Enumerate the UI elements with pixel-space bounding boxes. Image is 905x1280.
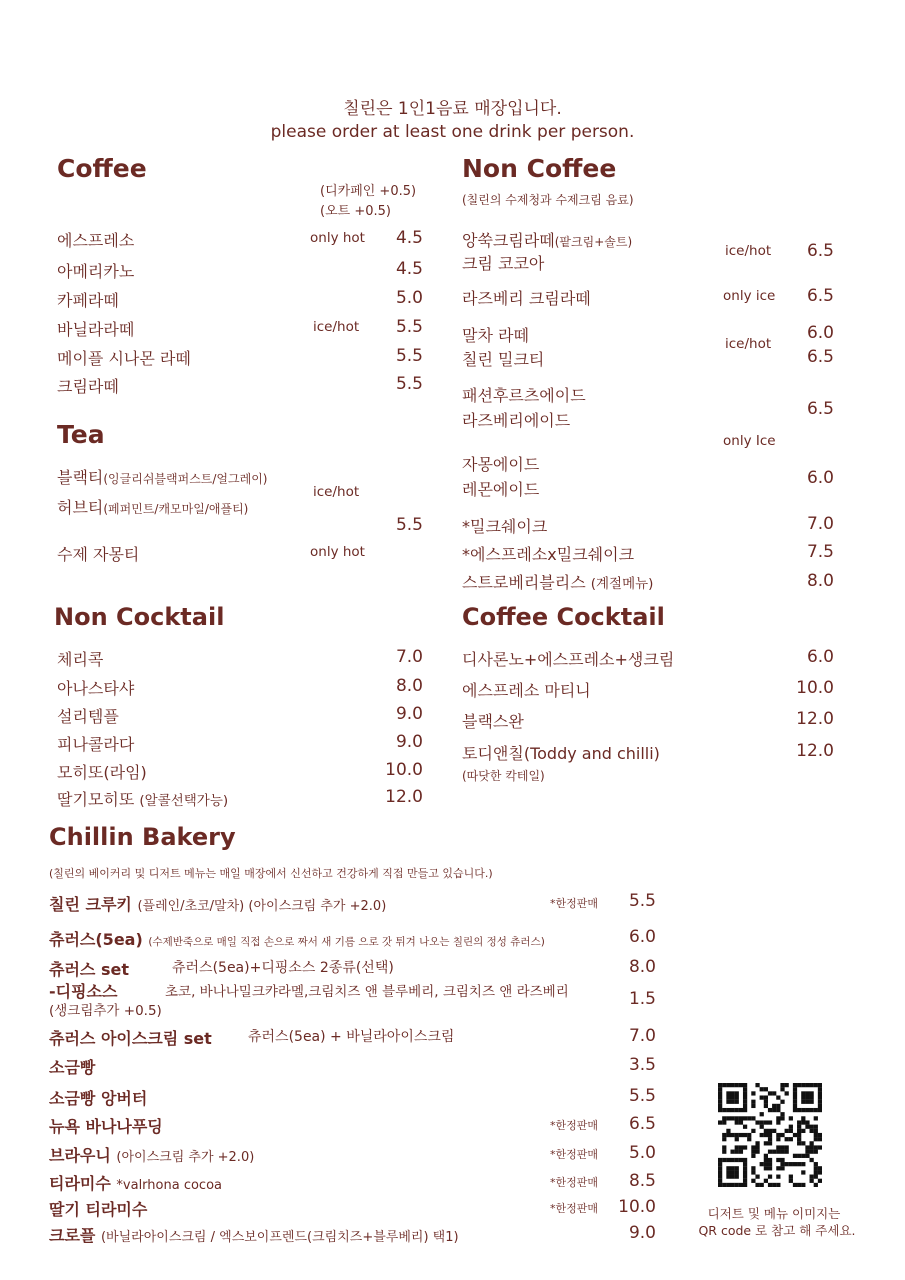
bakery-item-note: (아이스크림 추가 +2.0) xyxy=(116,1150,255,1165)
bakery-item-note: (바닐라아이스크림 / 엑스보이프렌드(크림치즈+블루베리) 택1) xyxy=(100,1230,459,1245)
non-coffee-price: 6.5 xyxy=(806,399,834,419)
bakery-item-note: 츄러스(5ea)+디핑소스 2종류(선택) xyxy=(172,960,394,976)
intro-english: please order at least one drink per person. xyxy=(270,122,635,142)
bakery-item-note: (플레인/초코/말차) (아이스크림 추가 +2.0) xyxy=(137,899,387,914)
coffee-cocktail-item-price: 6.0 xyxy=(806,647,834,667)
coffee-cocktail-item-name: 디사론노+에스프레소+생크림 xyxy=(462,650,675,669)
non-coffee-item-name: 라즈베리에이드 xyxy=(462,411,571,430)
tea-item xyxy=(57,465,267,488)
bakery-item xyxy=(49,892,386,915)
bakery-title: Chillin Bakery xyxy=(49,823,236,851)
coffee-cocktail-item-name: 토디앤칠(Toddy and chilli) xyxy=(462,744,660,763)
bakery-item-price: 5.5 xyxy=(628,891,656,911)
tea-title: Tea xyxy=(57,420,105,449)
non-cocktail-item-price: 9.0 xyxy=(395,704,423,724)
non-coffee-item-name: 패션후르츠에이드 xyxy=(462,386,586,405)
bakery-item-name: 츄러스 set xyxy=(49,960,129,979)
bakery-item-name: 뉴욕 바나나푸딩 xyxy=(49,1117,163,1136)
non-coffee-price: 7.0 xyxy=(806,514,834,534)
non-cocktail-item-price: 9.0 xyxy=(395,732,423,752)
tea-item-tag: only hot xyxy=(310,544,365,560)
bakery-item-note: 초코, 바나나밀크캬라멜,크림치즈 앤 블루베리, 크림치즈 앤 라즈베리 xyxy=(165,984,569,1000)
coffee-cocktail-item-price: 10.0 xyxy=(796,678,834,698)
non-coffee-item-name: *밀크쉐이크 xyxy=(462,517,548,536)
coffee-item-name: 카페라떼 xyxy=(57,291,119,310)
bakery-item-name: 칠린 크루키 xyxy=(49,895,132,914)
bakery-limited-label: *한정판매 xyxy=(550,1119,599,1132)
non-cocktail-item-name: 체리콕 xyxy=(57,650,104,669)
bakery-item-name: 츄러스 아이스크림 set xyxy=(49,1029,212,1048)
non-coffee-tag: only Ice xyxy=(723,433,776,449)
bakery-item xyxy=(49,1223,459,1246)
tea-item-name: 허브티 xyxy=(57,498,104,517)
bakery-item-price: 9.0 xyxy=(628,1223,656,1243)
non-coffee-item-name: 앙쑥크림라떼 xyxy=(462,231,555,250)
non-coffee-tag: ice/hot xyxy=(725,336,772,352)
bakery-item-name: 티라미수 xyxy=(49,1174,111,1193)
tea-item xyxy=(57,495,248,518)
tea-group-price: 5.5 xyxy=(395,515,423,535)
coffee-item-price: 4.5 xyxy=(395,259,423,279)
non-coffee-subtitle: (칠린의 수제청과 수제크림 음료) xyxy=(462,193,634,207)
non-coffee-tag: only ice xyxy=(723,288,776,304)
bakery-limited-label: *한정판매 xyxy=(550,897,599,910)
coffee-item-tag: only hot xyxy=(310,230,365,246)
coffee-item-price: 5.5 xyxy=(395,374,423,394)
qr-note-line1: 디저트 및 메뉴 이미지는 xyxy=(707,1206,841,1221)
non-cocktail-item-price: 12.0 xyxy=(385,787,423,807)
coffee-cocktail-item-name: 블랙스완 xyxy=(462,712,524,731)
non-cocktail-item-name: 설리템플 xyxy=(57,707,119,726)
non-coffee-price: 6.5 xyxy=(806,347,834,367)
non-coffee-item-note: (계절메뉴) xyxy=(590,576,654,592)
bakery-item-price: 3.5 xyxy=(628,1055,656,1075)
tea-item-note: (잉글리쉬블랙퍼스트/얼그레이) xyxy=(103,472,268,486)
non-coffee-item-name: 스트로베리블리스 xyxy=(462,573,586,592)
non-coffee-item-name: 칠린 밀크티 xyxy=(462,350,545,369)
coffee-item-price: 5.5 xyxy=(395,317,423,337)
non-cocktail-item xyxy=(57,787,228,810)
non-cocktail-item-name: 모히또(라임) xyxy=(57,763,147,782)
non-coffee-item xyxy=(462,228,632,251)
tea-item-name: 블랙티 xyxy=(57,468,104,487)
coffee-item-price: 5.0 xyxy=(395,288,423,308)
coffee-option-decaf: (디카페인 +0.5) xyxy=(320,184,417,199)
bakery-subtitle: (칠린의 베이커리 및 디저트 메뉴는 매일 매장에서 신선하고 건강하게 직접 만들고 있습니다.) xyxy=(49,867,493,880)
non-coffee-price: 8.0 xyxy=(806,571,834,591)
non-coffee-item-name: *에스프레소x밀크쉐이크 xyxy=(462,545,635,564)
tea-item-note: (페퍼민트/캐모마일/애플티) xyxy=(103,502,249,516)
coffee-item-name: 아메리카노 xyxy=(57,262,135,281)
bakery-item-price: 10.0 xyxy=(618,1197,656,1217)
non-coffee-tag: ice/hot xyxy=(725,243,772,259)
coffee-item-price: 4.5 xyxy=(395,228,423,248)
coffee-item-tag: ice/hot xyxy=(313,319,360,335)
bakery-item-note2: (생크림추가 +0.5) xyxy=(49,1003,162,1019)
coffee-cocktail-item-name: 에스프레소 마티니 xyxy=(462,681,591,700)
non-coffee-price: 7.5 xyxy=(806,542,834,562)
coffee-cocktail-item-price: 12.0 xyxy=(796,741,834,761)
non-coffee-item xyxy=(462,570,653,593)
coffee-item-name: 바닐라라떼 xyxy=(57,320,135,339)
non-cocktail-item-name: 피나콜라다 xyxy=(57,735,135,754)
bakery-item-price: 8.5 xyxy=(628,1171,656,1191)
bakery-item-name: 츄러스(5ea) xyxy=(49,930,143,949)
non-coffee-item-name: 라즈베리 크림라떼 xyxy=(462,289,591,308)
coffee-item-price: 5.5 xyxy=(395,346,423,366)
bakery-item xyxy=(49,1143,254,1166)
coffee-cocktail-item-price: 12.0 xyxy=(796,709,834,729)
non-coffee-price: 6.0 xyxy=(806,323,834,343)
tea-group-tag: ice/hot xyxy=(313,484,360,500)
non-coffee-item-name: 자몽에이드 xyxy=(462,455,540,474)
qr-code-icon[interactable] xyxy=(718,1083,822,1187)
non-coffee-item-name: 말차 라떼 xyxy=(462,326,529,345)
non-coffee-item-note: (팥크림+솔트) xyxy=(554,235,633,249)
bakery-item-name: 소금빵 xyxy=(49,1058,96,1077)
bakery-item-name: -디핑소스 xyxy=(49,982,118,1001)
non-cocktail-item-note: (알콜선택가능) xyxy=(139,793,229,809)
bakery-item-name: 크로플 xyxy=(49,1226,96,1245)
coffee-cocktail-title: Coffee Cocktail xyxy=(462,603,665,631)
coffee-cocktail-item-note: (따닷한 칵테일) xyxy=(462,769,545,783)
coffee-item-name: 에스프레소 xyxy=(57,231,135,250)
coffee-item-name: 크림라떼 xyxy=(57,377,119,396)
coffee-item-name: 메이플 시나몬 라떼 xyxy=(57,349,191,368)
non-cocktail-item-name: 아나스타샤 xyxy=(57,679,135,698)
non-cocktail-title: Non Cocktail xyxy=(54,603,225,631)
tea-item-name: 수제 자몽티 xyxy=(57,545,140,564)
bakery-item-price: 6.0 xyxy=(628,927,656,947)
bakery-item-price: 5.5 xyxy=(628,1086,656,1106)
bakery-limited-label: *한정판매 xyxy=(550,1148,599,1161)
bakery-limited-label: *한정판매 xyxy=(550,1202,599,1215)
bakery-item-name: 딸기 티라미수 xyxy=(49,1200,148,1219)
non-coffee-title: Non Coffee xyxy=(462,154,617,183)
intro-korean: 칠린은 1인1음료 매장입니다. xyxy=(343,99,562,119)
coffee-title: Coffee xyxy=(57,154,147,183)
non-coffee-item-name: 크림 코코아 xyxy=(462,254,545,273)
non-cocktail-item-price: 8.0 xyxy=(395,676,423,696)
non-cocktail-item-price: 7.0 xyxy=(395,647,423,667)
non-cocktail-item-name: 딸기모히또 xyxy=(57,790,135,809)
bakery-item-name: 브라우니 xyxy=(49,1146,111,1165)
bakery-item xyxy=(49,927,545,950)
non-coffee-price: 6.5 xyxy=(806,241,834,261)
bakery-item-note: (수제반죽으로 매일 직접 손으로 짜서 새 기름 으로 갓 튀겨 나오는 칠린의 정성 츄러스) xyxy=(148,936,545,948)
bakery-item xyxy=(49,1171,222,1194)
bakery-item-note: *valrhona cocoa xyxy=(116,1178,222,1193)
bakery-item-name: 소금빵 앙버터 xyxy=(49,1089,148,1108)
bakery-limited-label: *한정판매 xyxy=(550,1176,599,1189)
coffee-option-oat: (오트 +0.5) xyxy=(320,204,391,219)
non-coffee-item-name: 레몬에이드 xyxy=(462,480,540,499)
non-coffee-price: 6.0 xyxy=(806,468,834,488)
non-cocktail-item-price: 10.0 xyxy=(385,760,423,780)
qr-note-line2: QR code 로 참고 해 주세요. xyxy=(698,1223,856,1238)
bakery-item-price: 8.0 xyxy=(628,957,656,977)
bakery-item-price: 1.5 xyxy=(628,989,656,1009)
non-coffee-price: 6.5 xyxy=(806,286,834,306)
bakery-item-price: 7.0 xyxy=(628,1026,656,1046)
bakery-item-price: 5.0 xyxy=(628,1143,656,1163)
bakery-item-price: 6.5 xyxy=(628,1114,656,1134)
bakery-item-note: 츄러스(5ea) + 바닐라아이스크림 xyxy=(248,1029,455,1045)
